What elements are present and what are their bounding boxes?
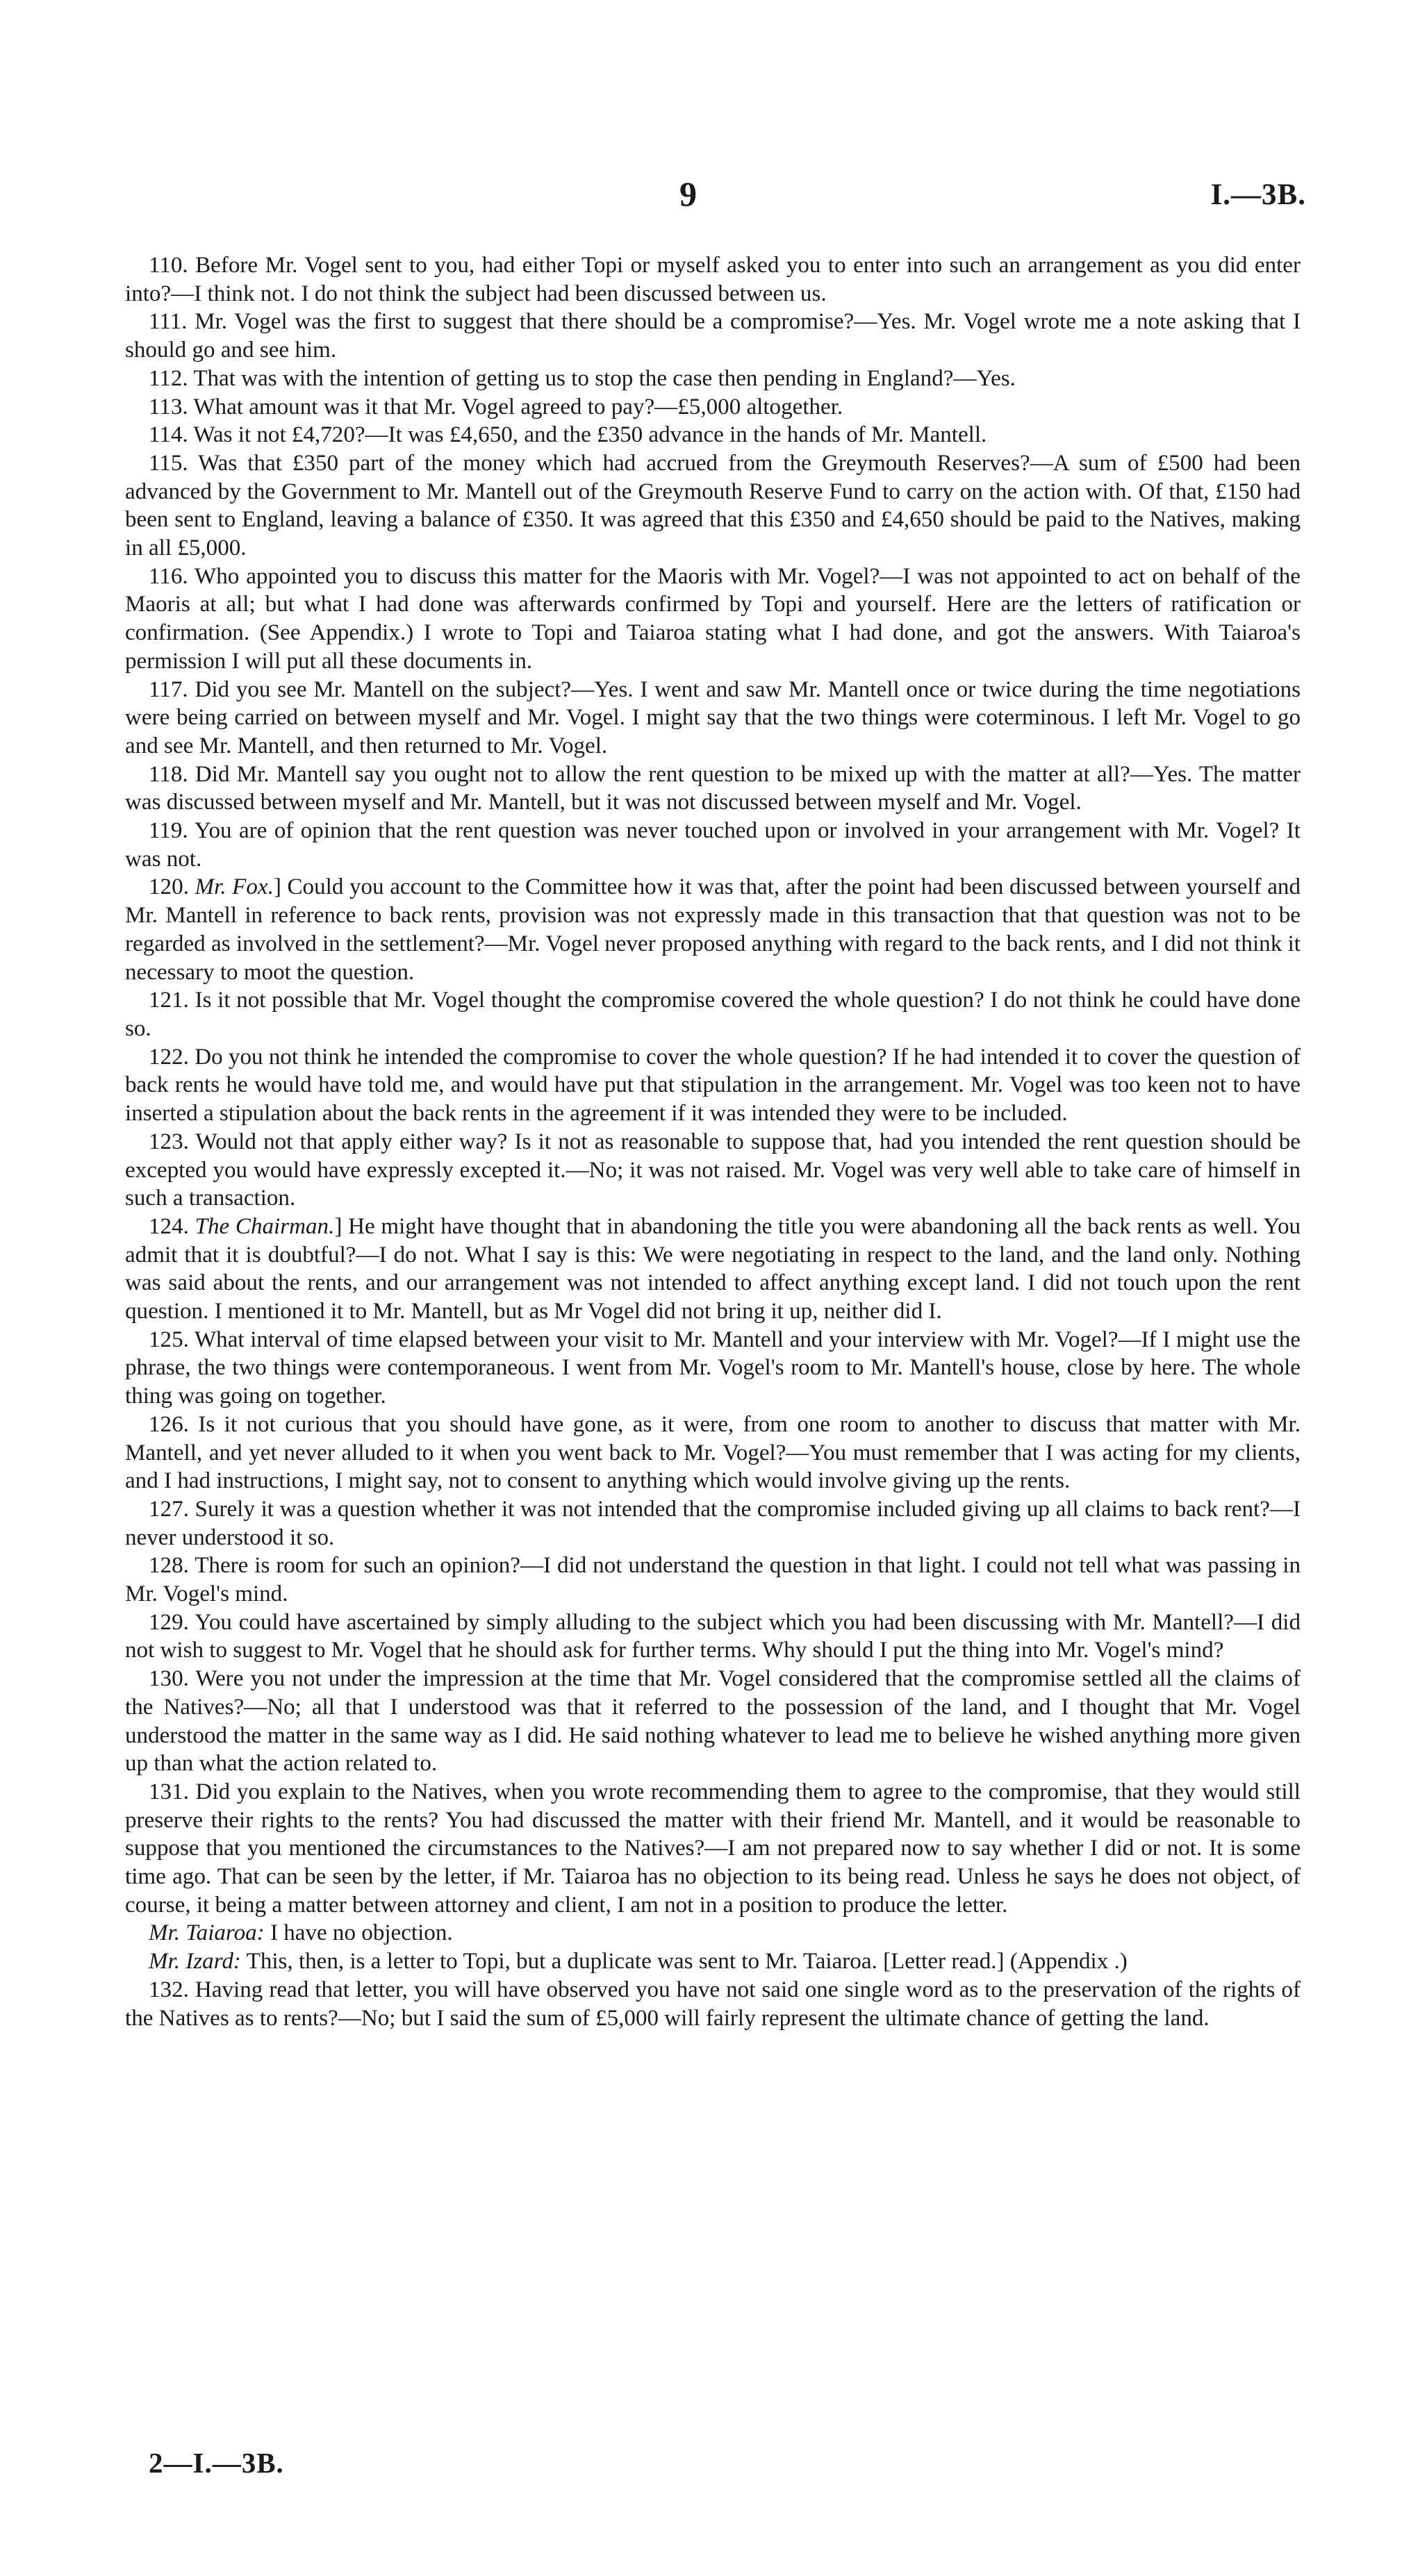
paragraph-text: ] Could you account to the Committee how it was that, after the point had been discussed between yourself and Mr. Mantell in reference to back rents, provision was not expressly made in this transaction that that question was not to be regarded as involved in the settlement?—Mr. Vogel never proposed anything with regard to the back rents, and I did not think it necessary to moot the question. bbox=[125, 874, 1301, 985]
paragraph-text: 118. Did Mr. Mantell say you ought not to allow the rent question to be mixed up with the matter at all?—Yes. The matter was discussed between myself and Mr. Mantell, but it was not discussed between myself and Mr. Vogel. bbox=[125, 761, 1301, 815]
paragraph-text: 131. Did you explain to the Natives, when you wrote recommending them to agree to the compromise, that they would still preserve their rights to the rents? You had discussed the matter with their friend Mr. Mantell, and it would be reasonable to suppose that you mentioned the circumstances to the Natives?—I am not prepared now to say whether I did or not. It is some time ago. That can be seen by the letter, if Mr. Taiaroa has no objection to its being read. Unless he says he does not object, of course, it being a matter between attorney and client, I am not in a position to produce the letter. bbox=[125, 1779, 1301, 1918]
speaker-label: Mr. Taiaroa: bbox=[149, 1920, 265, 1946]
paragraph-text: 112. That was with the intention of getting us to stop the case then pending in England?—Yes. bbox=[149, 365, 1016, 391]
paragraph-text: 132. Having read that letter, you will have observed you have not said one single word as to the preservation of the rights of the Natives as to rents?—No; but I said the sum of £5,000 will fairly represent the ultimate chance of getting the land. bbox=[125, 1977, 1301, 2031]
question-answer-paragraph bbox=[125, 563, 1301, 676]
question-answer-paragraph bbox=[125, 1495, 1301, 1552]
question-answer-paragraph bbox=[125, 761, 1301, 817]
paragraph-text: 114. Was it not £4,720?—It was £4,650, and the £350 advance in the hands of Mr. Mantell. bbox=[149, 422, 987, 448]
paragraph-text: ] He might have thought that in abandoning the title you were abandoning all the back rents as well. You admit that it is doubtful?—I do not. What I say is this: We were negotiating in respect to the land, and the land only. Nothing was said about the rents, and our arrangement was not intended to affect anything except land. I did not touch upon the rent question. I mentioned it to Mr. Mantell, but as Mr Vogel did not bring it up, neither did I. bbox=[125, 1213, 1301, 1324]
question-answer-paragraph bbox=[125, 449, 1301, 563]
speaker-label: Mr. Fox. bbox=[195, 874, 274, 900]
speaker-label: Mr. Izard: bbox=[149, 1949, 241, 1975]
paragraph-text: 119. You are of opinion that the rent question was never touched upon or involved in your arrangement with Mr. Vogel? It was not. bbox=[125, 818, 1301, 872]
question-answer-paragraph bbox=[125, 676, 1301, 761]
question-answer-paragraph: 120. Mr. Fox.] Could you account to the Committee how it was that, after the point had been discussed between yourself and Mr. Mantell in reference to back rents, provision was not expressly made in this transaction that that question was not to be regarded as involved in the settlement?—Mr. Vogel never proposed anything with regard to the back rents, and I did not think it necessary to moot the question. bbox=[125, 874, 1301, 985]
paragraph-text: 123. Would not that apply either way? Is it not as reasonable to suppose that, had you intended the rent question should be excepted you would have expressly excepted it.—No; it was not raised. Mr. Vogel was very well able to take care of himself in such a transaction. bbox=[125, 1129, 1301, 1211]
question-answer-paragraph bbox=[125, 817, 1301, 873]
paragraph-text: 115. Was that £350 part of the money which had accrued from the Greymouth Reserves?—A sum of £500 had been advanced by the Government to Mr. Mantell out of the Greymouth Reserve Fund to carry on the action with. Of that, £150 had been sent to England, leaving a balance of £350. It was agreed that this £350 and £4,650 should be paid to the Natives, making in all £5,000. bbox=[125, 450, 1301, 561]
question-answer-paragraph bbox=[125, 1778, 1301, 1920]
paragraph-text: 125. What interval of time elapsed between your visit to Mr. Mantell and your interview with Mr. Vogel?—If I might use the phrase, the two things were contemporaneous. I went from Mr. Vogel's room to Mr. Mantell's house, close by here. The whole thing was going on together. bbox=[125, 1327, 1301, 1409]
question-answer-paragraph bbox=[125, 1947, 1301, 1976]
paragraph-text: This, then, is a letter to Topi, but a duplicate was sent to Mr. Taiaroa. [Letter read.] (Appendix .) bbox=[240, 1949, 1128, 1975]
page-number: 9 bbox=[679, 174, 697, 213]
question-answer-paragraph: 124. The Chairman.] He might have thought that in abandoning the title you were abandoning all the back rents as well. You admit that it is doubtful?—I do not. What I say is this: We were negotiating in respect to the land, and the land only. Nothing was said about the rents, and our arrangement was not intended to affect anything except land. I did not touch upon the rent question. I mentioned it to Mr. Mantell, but as Mr Vogel did not bring it up, neither did I. bbox=[125, 1213, 1301, 1324]
question-answer-paragraph bbox=[125, 365, 1301, 393]
paragraph-text: 122. Do you not think he intended the compromise to cover the whole question? If he had intended it to cover the question of back rents he would have told me, and would have put that stipulation in the arrangement. Mr. Vogel was too keen not to have inserted a stipulation about the back rents in the agreement if it was intended they were to be included. bbox=[125, 1044, 1301, 1127]
paragraph-text: 117. Did you see Mr. Mantell on the subject?—Yes. I went and saw Mr. Mantell once or twice during the time negotiations were being carried on between myself and Mr. Vogel. I might say that the two things were coterminous. I left Mr. Vogel to go and see Mr. Mantell, and then returned to Mr. Vogel. bbox=[125, 676, 1301, 758]
question-answer-paragraph bbox=[125, 251, 1301, 308]
paragraph-text: 126. Is it not curious that you should have gone, as it were, from one room to another to discuss that matter with Mr. Mantell, and yet never alluded to it when you went back to Mr. Vogel?—You must remember that I was acting for my clients, and I had instructions, I might say, not to consent to anything which would involve giving up the rents. bbox=[125, 1411, 1301, 1494]
question-answer-paragraph bbox=[125, 308, 1301, 364]
question-answer-paragraph bbox=[125, 1326, 1301, 1411]
paragraph-text: 110. Before Mr. Vogel sent to you, had either Topi or myself asked you to enter into such an arrangement as you did enter into?—I think not. I do not think the subject had been discussed between us. bbox=[125, 253, 1301, 306]
speaker-label: The Chairman. bbox=[195, 1213, 335, 1239]
question-answer-paragraph bbox=[125, 986, 1301, 1042]
paper-reference: I.—3B. bbox=[1210, 178, 1306, 211]
paragraph-text: 113. What amount was it that Mr. Vogel agreed to pay?—£5,000 altogether. bbox=[149, 394, 843, 419]
page-header bbox=[139, 174, 1306, 222]
sheet-signature: 2—I.—3B. bbox=[149, 2447, 284, 2479]
question-answer-paragraph bbox=[125, 421, 1301, 449]
question-answer-paragraph bbox=[125, 1128, 1301, 1213]
minutes-of-evidence-text bbox=[125, 251, 1301, 2032]
paragraph-text: 129. You could have ascertained by simply alluding to the subject which you had been discussing with Mr. Mantell?—I did not wish to suggest to Mr. Vogel that he should ask for further terms. Why should I put the thing into Mr. Vogel's mind? bbox=[125, 1609, 1301, 1663]
question-answer-paragraph bbox=[125, 1919, 1301, 1947]
question-answer-paragraph bbox=[125, 1411, 1301, 1495]
question-answer-paragraph bbox=[125, 1043, 1301, 1128]
paragraph-text: 128. There is room for such an opinion?—I did not understand the question in that light. I could not tell what was passing in Mr. Vogel's mind. bbox=[125, 1553, 1301, 1607]
paragraph-text: 130. Were you not under the impression at the time that Mr. Vogel considered that the compromise settled all the claims of the Natives?—No; all that I understood was that it referred to the possession of the land, and I thought that Mr. Vogel understood the matter in the same way as I did. He said nothing whatever to lead me to believe he wished anything more given up than what the action related to. bbox=[125, 1666, 1301, 1777]
question-answer-paragraph bbox=[125, 1609, 1301, 1665]
paragraph-text: 116. Who appointed you to discuss this matter for the Maoris with Mr. Vogel?—I was not appointed to act on behalf of the Maoris at all; but what I had done was afterwards confirmed by Topi and yourself. Here are the letters of ratification or confirmation. (See Appendix.) I wrote to Topi and Taiaroa stating what I had done, and got the answers. With Taiaroa's permission I will put all these documents in. bbox=[125, 563, 1301, 674]
question-answer-paragraph bbox=[125, 1552, 1301, 1608]
question-answer-paragraph bbox=[125, 1665, 1301, 1778]
paragraph-text: 121. Is it not possible that Mr. Vogel thought the compromise covered the whole question? I do not think he could have done so. bbox=[125, 988, 1301, 1041]
paragraph-text: 111. Mr. Vogel was the first to suggest that there should be a compromise?—Yes. Mr. Vogel wrote me a note asking that I should go and see him. bbox=[125, 309, 1301, 363]
question-answer-paragraph bbox=[125, 393, 1301, 422]
paragraph-text: 127. Surely it was a question whether it was not intended that the compromise included giving up all claims to back rent?—I never understood it so. bbox=[125, 1496, 1301, 1550]
paragraph-text: I have no objection. bbox=[264, 1920, 453, 1946]
question-answer-paragraph bbox=[125, 1976, 1301, 2032]
